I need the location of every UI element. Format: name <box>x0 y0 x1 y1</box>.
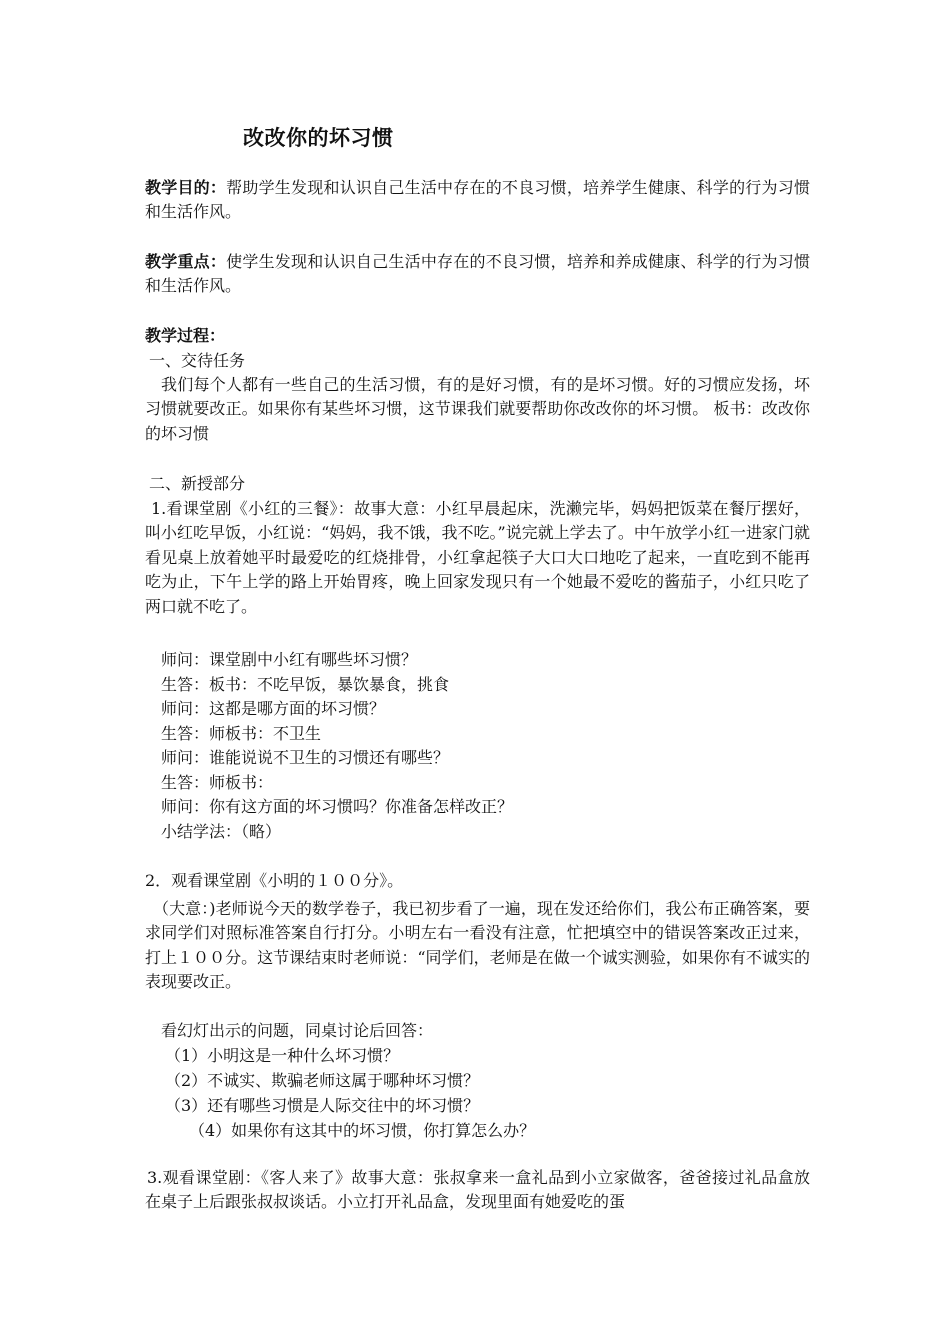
key-points-paragraph <box>145 250 810 299</box>
key-points-label: 教学重点： <box>145 252 227 271</box>
dialog-line: 师问：这都是哪方面的坏习惯？ <box>161 699 386 718</box>
document-title: 改改你的坏习惯 <box>243 126 394 150</box>
question-item: （4）如果你有这其中的坏习惯，你打算怎么办？ <box>189 1121 536 1140</box>
item1-paragraph: 1.看课堂剧《小红的三餐》：故事大意：小红早晨起床，洗濑完毕，妈妈把饭菜在餐厅摆好，叫小红吃早饭，小红说：“妈妈，我不饿，我不吃。”说完就上学去了。中午放学小红一进家门就看见桌上放着她平时最爱吃的红烧排骨，小红拿起筷子大口大口地吃了起来，一直吃到不能再吃为止，下午上学的路上开始胃疼，晚上回家发现只有一个她最不爱吃的酱茄子，小红只吃了两口就不吃了。 <box>145 499 810 616</box>
item2-paragraph: （大意：)老师说今天的数学卷子，我已初步看了一遍，现在发还给你们，我公布正确答案，要求同学们对照标准答案自行打分。小明左右一看没有注意，忙把填空中的错误答案改正过来，打上１００分。这节课结束时老师说：“同学们，老师是在做一个诚实测验，如果你有不诚实的表现要改正。 <box>145 899 810 992</box>
dialog-line: 生答：师板书：不卫生 <box>161 724 322 743</box>
section1-paragraph: 我们每个人都有一些自己的生活习惯，有的是好习惯，有的是坏习惯。好的习惯应发扬，坏习惯就要改正。如果你有某些坏习惯，这节课我们就要帮助你改改你的坏习惯。 板书：改改你的坏习惯 <box>145 375 810 443</box>
process-label: 教学过程： <box>145 326 226 345</box>
objective-label: 教学目的： <box>145 178 227 197</box>
objective-text: 帮助学生发现和认识自己生活中存在的不良习惯，培养学生健康、科学的行为习惯和生活作风。 <box>145 178 810 222</box>
dialog-line: 生答：板书：不吃早饭，暴饮暴食，挑食 <box>161 675 450 694</box>
item2-heading: 2．观看课堂剧《小明的１００分》。 <box>145 871 404 890</box>
key-points-text: 使学生发现和认识自己生活中存在的不良习惯，培养和养成健康、科学的行为习惯和生活作风。 <box>145 252 810 296</box>
question-item: （3）还有哪些习惯是人际交往中的坏习惯？ <box>165 1096 480 1115</box>
discussion-intro: 看幻灯出示的问题，同桌讨论后回答： <box>161 1021 434 1040</box>
section1-heading: 一、交待任务 <box>149 351 246 370</box>
dialog-line: 生答：师板书： <box>161 773 274 792</box>
dialog-line: 师问：你有这方面的坏习惯吗？你准备怎样改正？ <box>161 797 514 816</box>
section2-heading: 二、新授部分 <box>149 474 246 493</box>
question-item: （2）不诚实、欺骗老师这属于哪种坏习惯？ <box>165 1071 480 1090</box>
dialog-line: 师问：谁能说说不卫生的习惯还有哪些？ <box>161 748 450 767</box>
question-item: （1）小明这是一种什么坏习惯？ <box>165 1046 400 1065</box>
item3-paragraph: 3.观看课堂剧：《客人来了》故事大意：张叔拿来一盒礼品到小立家做客，爸爸接过礼品盒放在桌子上后跟张叔叔谈话。小立打开礼品盒，发现里面有她爱吃的蛋 <box>145 1168 810 1212</box>
objective-paragraph <box>145 176 810 225</box>
dialog-line: 师问：课堂剧中小红有哪些坏习惯？ <box>161 650 418 669</box>
summary-line: 小结学法：（略） <box>161 822 282 841</box>
